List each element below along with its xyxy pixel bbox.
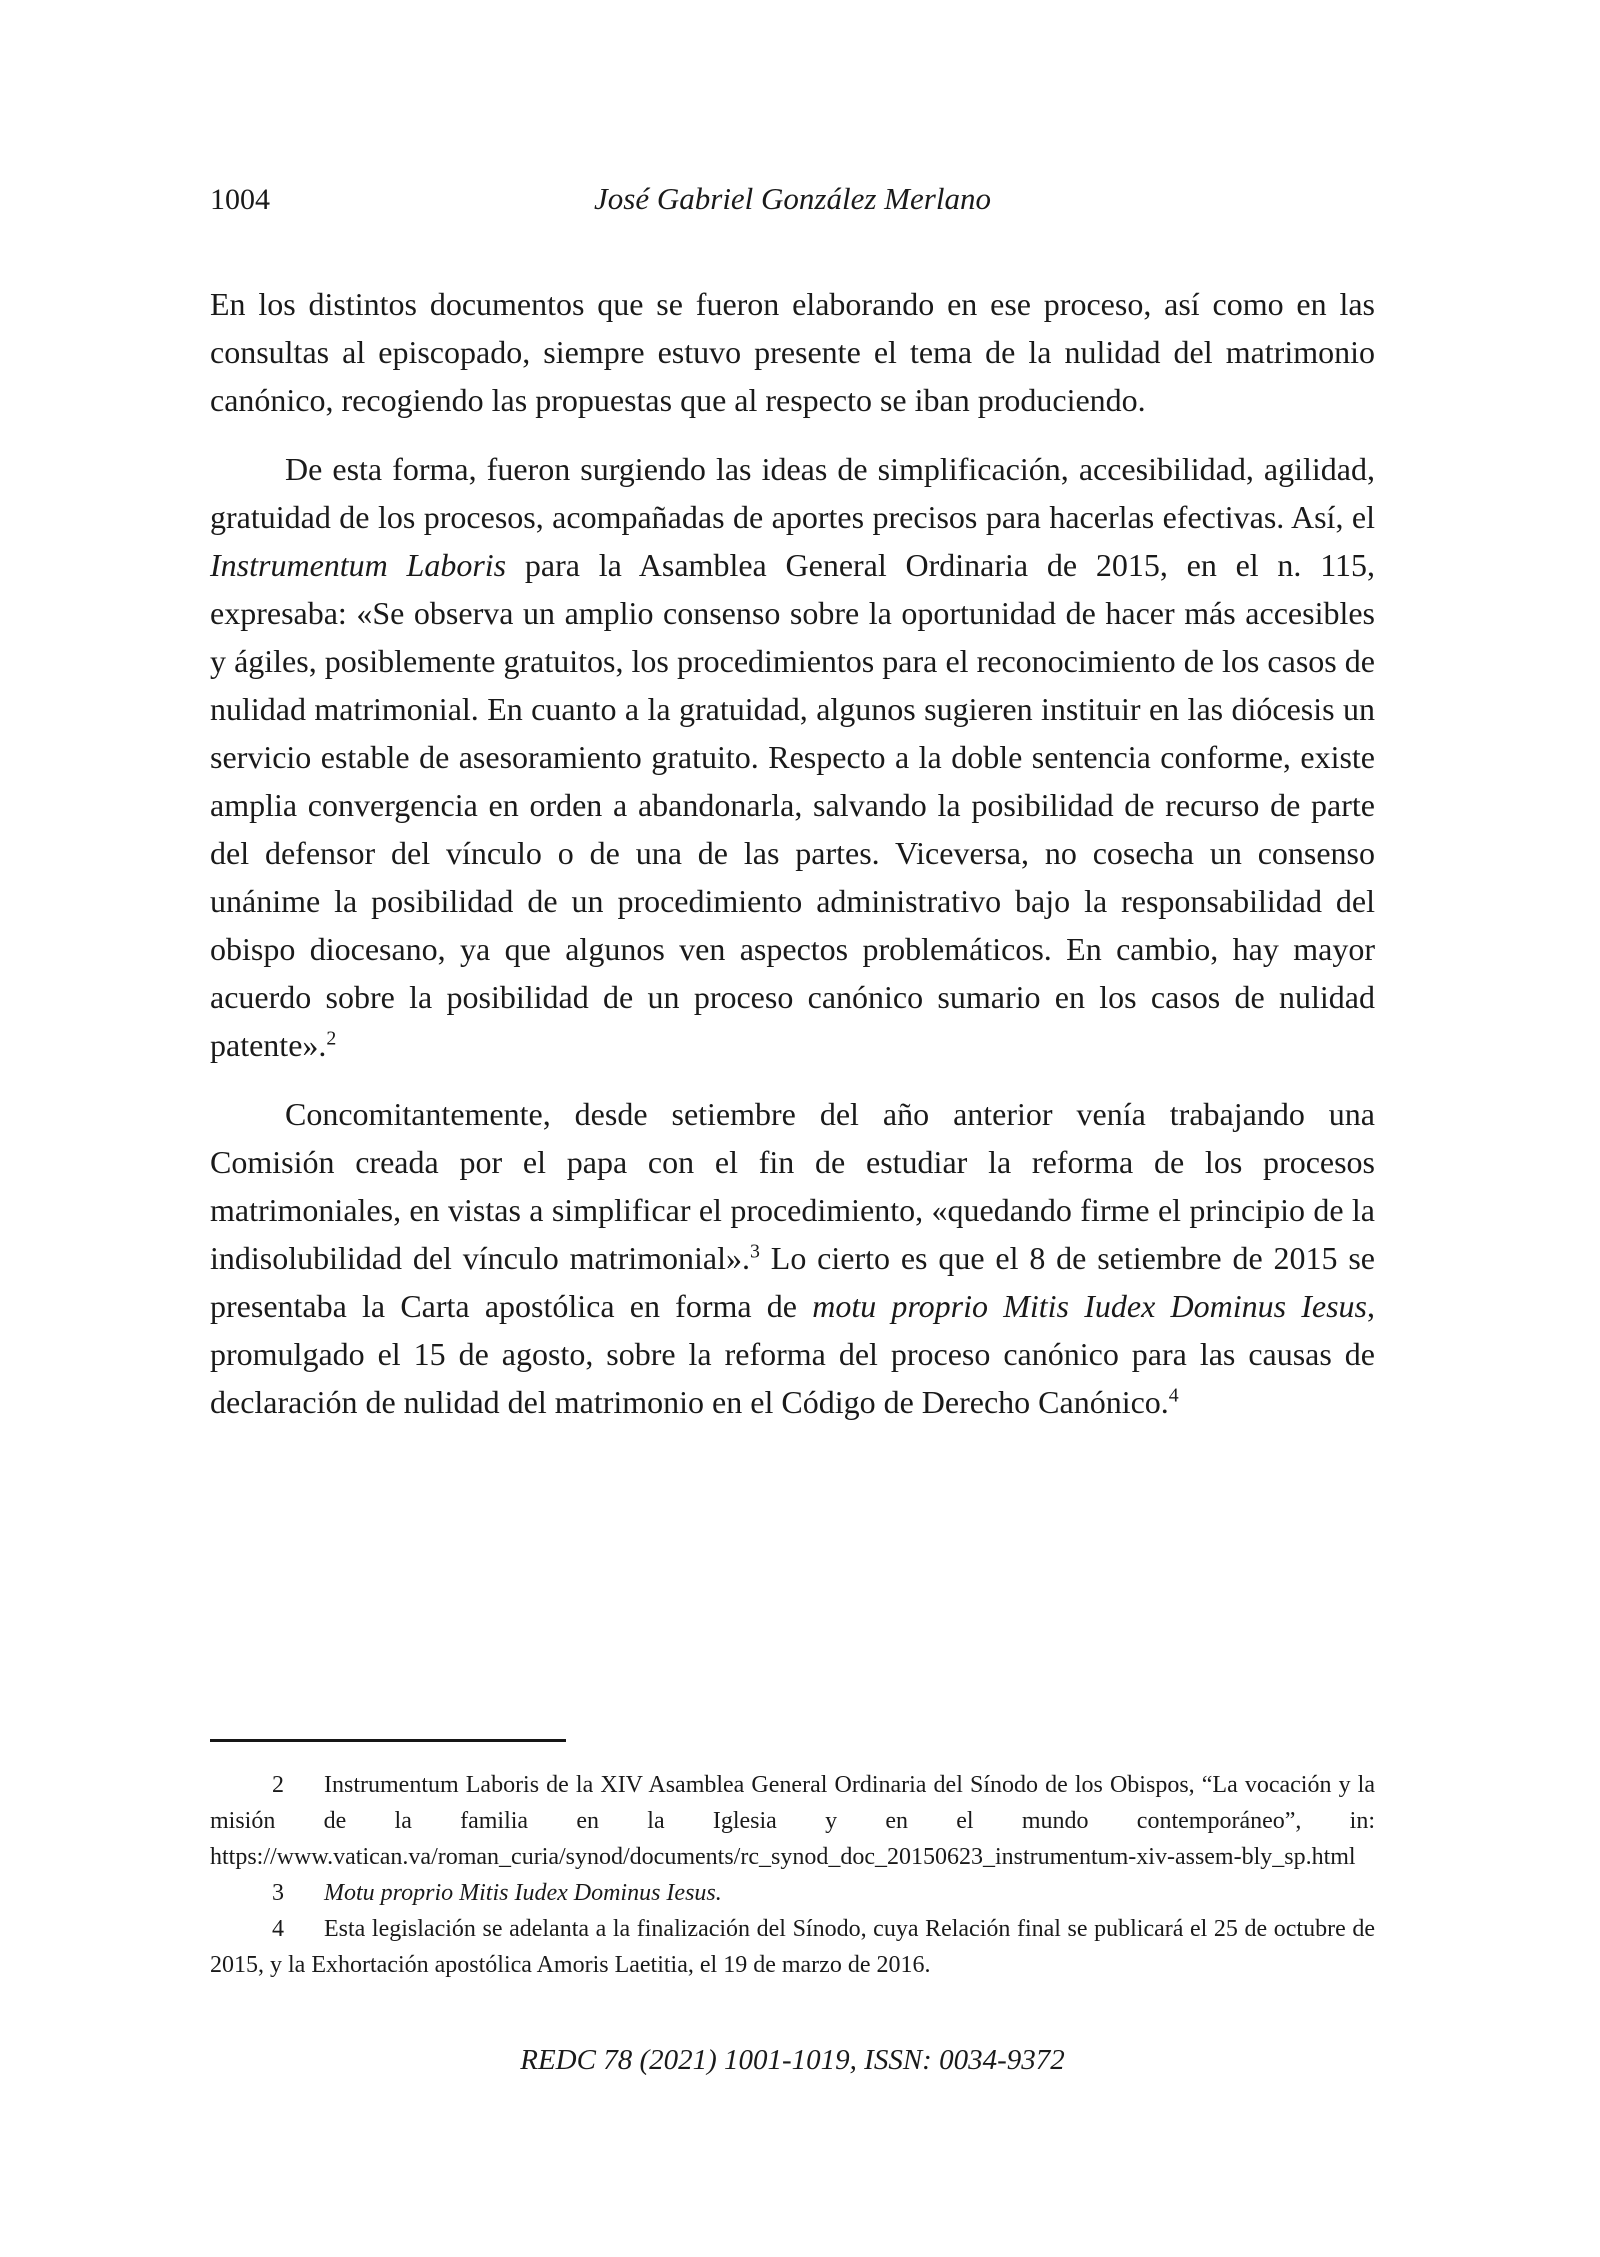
footnote-number-3: 3 xyxy=(272,1880,284,1906)
footnote-number-4: 4 xyxy=(272,1916,284,1942)
footnote-text-2: Instrumentum Laboris de la XIV Asamblea General Ordinaria del Sínodo de los Obispos, “La vocación y la misión de la familia en la Iglesia y en el mundo contemporáneo”, in: https://www.vatican.va/roman_curia/synod/documents/rc_synod_doc_20150623_instrumentum-xiv-assem-bly_sp.html xyxy=(210,1772,1375,1870)
body-paragraph-3: Concomitantemente, desde setiembre del año anterior venía trabajando una Comisión creada por el papa con el fin de estudiar la reforma de los procesos matrimoniales, en vistas a simplificar el procedimiento, «quedando firme el principio de la indisolubilidad del vínculo matrimonial».$^3$ Lo cierto es que el 8 de setiembre de 2015 se presentaba la Carta apostólica en forma de motu proprio Mitis Iudex Dominus Iesus, promulgado el 15 de agosto, sobre la reforma del proceso canónico para las causas de declaración de nulidad del matrimonio en el Código de Derecho Canónico.$^4$ xyxy=(210,1096,1376,1420)
footnote-2 xyxy=(210,1767,1375,1875)
journal-footer xyxy=(210,2042,1375,2080)
journal-citation: REDC 78 (2021) 1001-1019, ISSN: 0034-9372 xyxy=(520,2044,1065,2076)
footnote-separator xyxy=(210,1739,566,1742)
body-paragraph-2: De esta forma, fueron surgiendo las ideas de simplificación, accesibilidad, agilidad, gratuidad de los procesos, acompañadas de aportes precisos para hacerlas efectivas. Así, el Instrumentum Laboris para la Asamblea General Ordinaria de 2015, en el n. 115, expresaba: «Se observa un amplio consenso sobre la oportunidad de hacer más accesibles y ágiles, posiblemente gratuitos, los procedimientos para el reconocimiento de los casos de nulidad matrimonial. En cuanto a la gratuidad, algunos sugieren instituir en las diócesis un servicio estable de asesoramiento gratuito. Respecto a la doble sentencia conforme, existe amplia convergencia en orden a abandonarla, salvando la posibilidad de recurso de parte del defensor del vínculo o de una de las partes. Viceversa, no cosecha un consenso unánime la posibilidad de un procedimiento administrativo bajo la responsabilidad del obispo diocesano, ya que algunos ven aspectos problemáticos. En cambio, hay mayor acuerdo sobre la posibilidad de un proceso canónico sumario en los casos de nulidad patente».$^2$ xyxy=(210,451,1376,1063)
running-head: José Gabriel González Merlano xyxy=(594,181,991,216)
footnote-text-3: Motu proprio Mitis Iudex Dominus Iesus. xyxy=(324,1880,722,1906)
footnote-text-4: Esta legislación se adelanta a la finalización del Sínodo, cuya Relación final se publicará el 25 de octubre de 2015, y la Exhortación apostólica Amoris Laetitia, el 19 de marzo de 2016. xyxy=(210,1916,1375,1978)
footnote-3 xyxy=(210,1875,1375,1911)
page-number: 1004 xyxy=(210,183,270,216)
footnote-4 xyxy=(210,1911,1375,1983)
page-header xyxy=(210,180,1375,218)
footnotes-section xyxy=(210,1739,1375,1983)
body-paragraph-1: En los distintos documentos que se fueron elaborando en ese proceso, así como en las consultas al episcopado, siempre estuvo presente el tema de la nulidad del matrimonio canónico, recogiendo las propuestas que al respecto se iban produciendo. xyxy=(210,286,1375,418)
footnote-number-2: 2 xyxy=(272,1772,284,1798)
body-text xyxy=(210,280,1375,1447)
